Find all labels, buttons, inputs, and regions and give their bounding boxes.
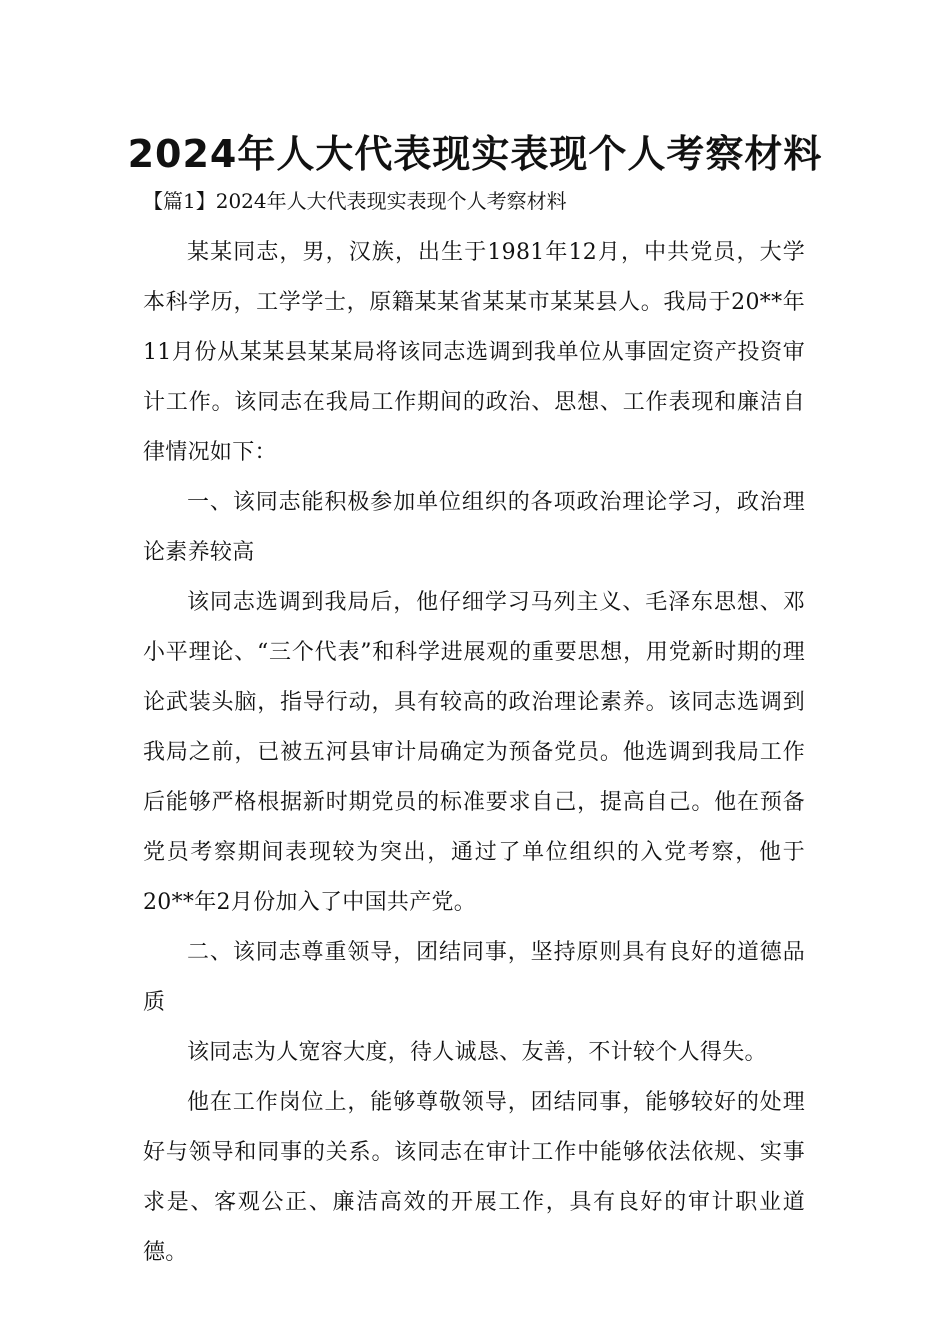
paragraph-section-1: 该同志选调到我局后，他仔细学习马列主义、毛泽东思想、邓小平理论、“三个代表”和科学进展观的重要思想，用党新时期的理论武装头脑，指导行动，具有较高的政治理论素养。该同志选调到我局之前，已被五河县审计局确定为预备党员。他选调到我局工作后能够严格根据新时期党员的标准要求自己，提高自己。他在预备党员考察期间表现较为突出，通过了单位组织的入党考察，他于20**年2月份加入了中国共产党。 [143, 590, 805, 915]
paragraph-character: 该同志为人宽容大度，待人诚恳、友善，不计较个人得失。 [187, 1040, 767, 1065]
document-title: 2024年人大代表现实表现个人考察材料 [127, 132, 823, 176]
paragraph-intro: 某某同志，男，汉族，出生于1981年12月，中共党员，大学本科学历，工学学士，原籍某某省某某市某某县人。我局于20**年11月份从某某县某某局将该同志选调到我单位从事固定资产投资审计工作。该同志在我局工作期间的政治、思想、工作表现和廉洁自律情况如下： [143, 240, 805, 465]
paragraph-work-conduct: 他在工作岗位上，能够尊敬领导，团结同事，能够较好的处理好与领导和同事的关系。该同志在审计工作中能够依法依规、实事求是、客观公正、廉洁高效的开展工作，具有良好的审计职业道德。 [143, 1090, 805, 1265]
document-body [143, 228, 805, 1278]
document-subtitle: 【篇1】2024年人大代表现实表现个人考察材料 [143, 189, 567, 213]
section-heading-2: 二、该同志尊重领导，团结同事，坚持原则具有良好的道德品质 [143, 940, 805, 1015]
section-heading-1: 一、该同志能积极参加单位组织的各项政治理论学习，政治理论素养较高 [143, 490, 805, 565]
